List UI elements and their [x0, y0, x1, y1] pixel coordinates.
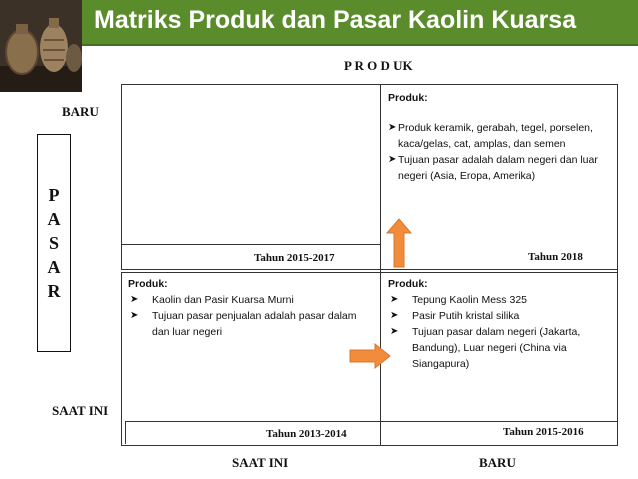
arrow-bullet-icon: ➤: [130, 294, 139, 305]
page-title: Matriks Produk dan Pasar Kaolin Kuarsa: [94, 6, 577, 34]
pasar-letter: S: [48, 233, 59, 253]
year-bottom-left: Tahun 2013-2014: [266, 428, 347, 440]
arrow-bullet-icon: ➤: [388, 122, 397, 133]
pottery-image: [0, 0, 82, 92]
list-item: ➤ Tujuan pasar adalah dalam negeri dan luar negeri (Asia, Eropa, Amerika): [388, 154, 598, 182]
list-item: ➤ Tujuan pasar penjualan adalah pasar dalam dan luar negeri: [130, 310, 357, 338]
produk-baru-label: BARU: [479, 455, 516, 470]
produk-axis-label: P R O D UK: [344, 58, 413, 73]
arrow-bullet-icon: ➤: [390, 294, 399, 305]
arrow-bullet-icon: ➤: [388, 154, 397, 165]
year-top-right: Tahun 2018: [528, 251, 583, 263]
list-item: ➤ Kaolin dan Pasir Kuarsa Murni: [130, 294, 294, 306]
year-bottom-right: Tahun 2015-2016: [503, 426, 584, 438]
arrow-bullet-icon: ➤: [390, 326, 399, 337]
produk-saat-ini-label: SAAT INI: [232, 455, 289, 470]
arrow-bullet-icon: ➤: [390, 310, 399, 321]
arrow-up-icon: [386, 218, 412, 268]
pasar-letter: P: [48, 185, 60, 205]
pasar-axis-box: [37, 134, 71, 352]
pasar-saat-ini-label: SAAT INI: [52, 403, 109, 418]
quadrant-bottom-right: [388, 276, 610, 372]
list-item: ➤ Tujuan pasar dalam negeri (Jakarta, Bandung), Luar negeri (China via Siangapura): [390, 326, 581, 370]
list-item: ➤ Pasir Putih kristal silika: [390, 310, 520, 322]
title-bar: [82, 0, 638, 46]
quadrant-heading: Produk:: [388, 278, 428, 290]
list-item: ➤ Produk keramik, gerabah, tegel, porselen, kaca/gelas, cat, amplas, dan semen: [388, 122, 593, 150]
pasar-letter: A: [47, 257, 61, 277]
pasar-letter: R: [47, 281, 61, 301]
quadrant-bottom-left: [128, 276, 374, 340]
arrow-right-icon: [349, 343, 391, 369]
pasar-letter: A: [47, 209, 61, 229]
quadrant-top-right: [388, 90, 610, 184]
list-item: ➤ Tepung Kaolin Mess 325: [390, 294, 527, 306]
year-top-left: Tahun 2015-2017: [254, 252, 335, 264]
quadrant-heading: Produk:: [128, 278, 168, 290]
pasar-baru-label: BARU: [62, 104, 99, 119]
arrow-bullet-icon: ➤: [130, 310, 139, 321]
quadrant-heading: Produk:: [388, 92, 428, 104]
